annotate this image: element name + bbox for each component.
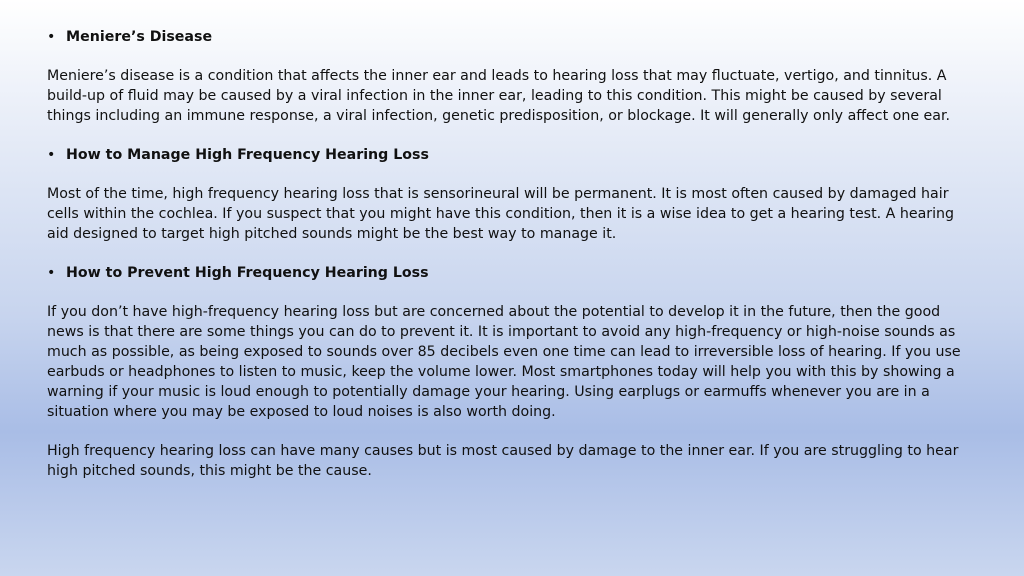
heading-text: How to Manage High Frequency Hearing Loss [66, 147, 429, 163]
bullet-icon: • [47, 265, 56, 281]
paragraph-manage: Most of the time, high frequency hearing loss that is sensorineural will be permanent. It is most often caused by damaged hair cells within the cochlea. If you suspect that you might have this condition, then it is a wise idea to get a hearing test. A hearing aid designed to target high pitched sounds might be the best way to manage it. [47, 186, 955, 242]
section-heading-prevent [47, 263, 976, 283]
bullet-icon: • [47, 147, 56, 163]
heading-text: Meniere’s Disease [66, 29, 213, 45]
paragraph-prevent: If you don’t have high-frequency hearing loss but are concerned about the potential to develop it in the future, then the good news is that there are some things you can do to prevent it. It is important to avoid any high-frequency or high-noise sounds as much as possible, as being exposed to sounds over 85 decibels even one time can lead to irreversible loss of hearing. If you use earbuds or headphones to listen to music, keep the volume lower. Most smartphones today will help you with this by showing a warning if your music is loud enough to potentially damage your hearing. Using earplugs or earmuffs whenever you are in a situation where you may be exposed to loud noises is also worth doing. [47, 304, 961, 420]
paragraph-closing: High frequency hearing loss can have many causes but is most caused by damage to the inner ear. If you are struggling to hear high pitched sounds, this might be the cause. [47, 443, 959, 479]
heading-text: How to Prevent High Frequency Hearing Loss [66, 265, 429, 281]
section-heading-manage [47, 145, 976, 165]
section-heading-menieres [47, 27, 976, 47]
bullet-icon: • [47, 29, 56, 45]
paragraph-menieres: Meniere’s disease is a condition that affects the inner ear and leads to hearing loss that may fluctuate, vertigo, and tinnitus. A build-up of fluid may be caused by a viral infection in the inner ear, leading to this condition. This might be caused by several things including an immune response, a viral infection, genetic predisposition, or blockage. It will generally only affect one ear. [47, 68, 951, 124]
